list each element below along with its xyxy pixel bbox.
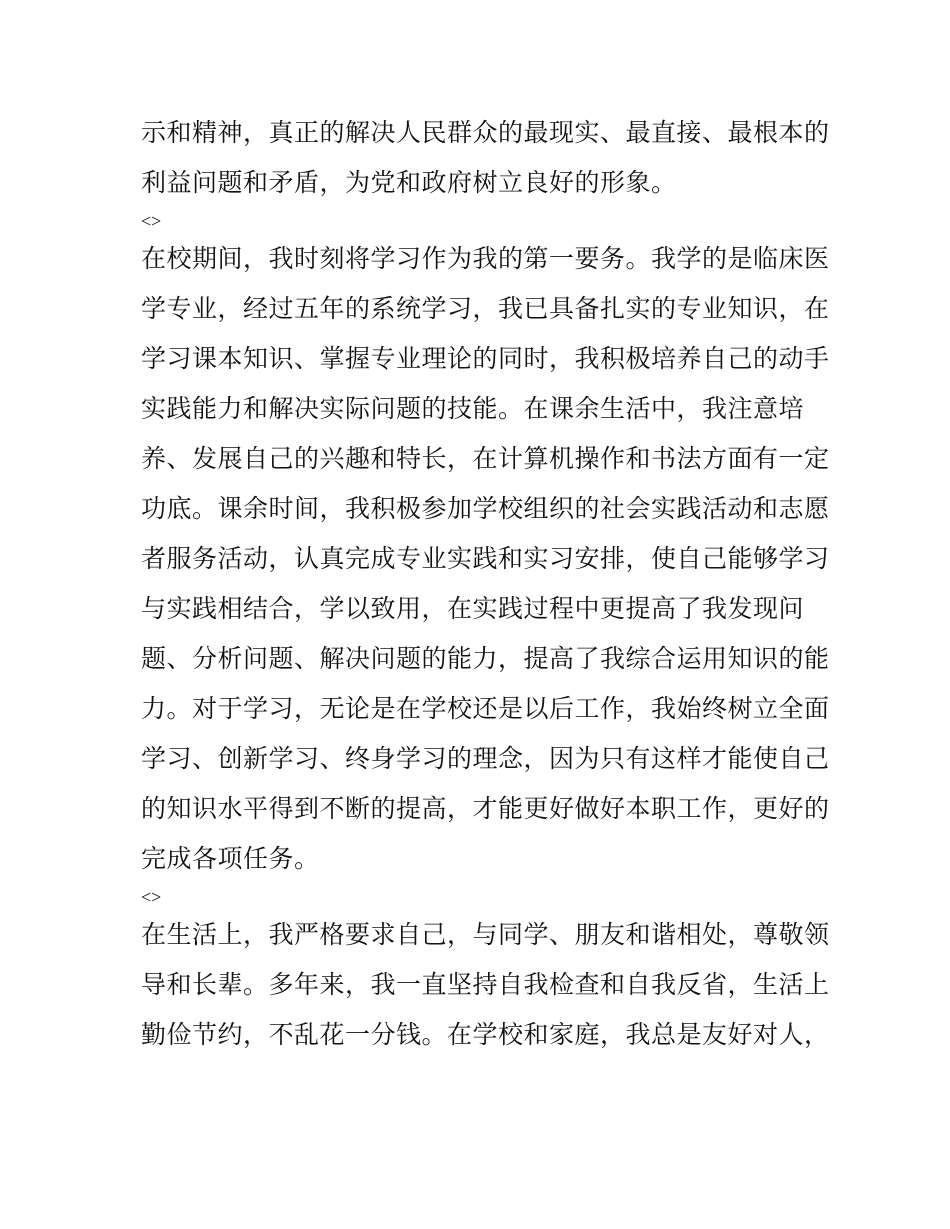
text-line: 养、发展自己的兴趣和特长，在计算机操作和书法方面有一定 bbox=[141, 444, 830, 473]
text-line: 实践能力和解决实际问题的技能。在课余生活中，我注意培 bbox=[141, 394, 805, 423]
text-line: 力。对于学习，无论是在学校还是以后工作，我始终树立全面 bbox=[141, 694, 830, 723]
text-line: 功底。课余时间，我积极参加学校组织的社会实践活动和志愿 bbox=[141, 494, 830, 523]
text-line: 与实践相结合，学以致用，在实践过程中更提高了我发现问 bbox=[141, 594, 805, 623]
text-line: 完成各项任务。 bbox=[141, 844, 320, 873]
text-line: 在校期间，我时刻将学习作为我的第一要务。我学的是临床医 bbox=[141, 244, 830, 273]
text-line: 者服务活动，认真完成专业实践和实习安排，使自己能够学习 bbox=[141, 544, 830, 573]
paragraph bbox=[141, 910, 830, 1060]
text-line: 学专业，经过五年的系统学习，我已具备扎实的专业知识，在 bbox=[141, 294, 830, 323]
paragraph-separator: <> bbox=[141, 211, 162, 231]
text-line: 利益问题和矛盾，为党和政府树立良好的形象。 bbox=[141, 168, 677, 197]
text-line: 导和长辈。多年来，我一直坚持自我检查和自我反省，生活上 bbox=[141, 970, 830, 999]
text-line: 勤俭节约，不乱花一分钱。在学校和家庭，我总是友好对人， bbox=[141, 1020, 830, 1049]
paragraph-separator: <> bbox=[141, 887, 162, 907]
text-line: 示和精神，真正的解决人民群众的最现实、最直接、最根本的 bbox=[141, 118, 830, 147]
text-line: 学习、创新学习、终身学习的理念，因为只有这样才能使自己 bbox=[141, 744, 830, 773]
text-line: 在生活上，我严格要求自己，与同学、朋友和谐相处，尊敬领 bbox=[141, 920, 830, 949]
paragraph bbox=[141, 234, 830, 884]
document-body bbox=[141, 108, 830, 1060]
paragraph bbox=[141, 108, 830, 208]
text-line: 题、分析问题、解决问题的能力，提高了我综合运用知识的能 bbox=[141, 644, 830, 673]
text-line: 的知识水平得到不断的提高，才能更好做好本职工作，更好的 bbox=[141, 794, 830, 823]
text-line: 学习课本知识、掌握专业理论的同时，我积极培养自己的动手 bbox=[141, 344, 830, 373]
